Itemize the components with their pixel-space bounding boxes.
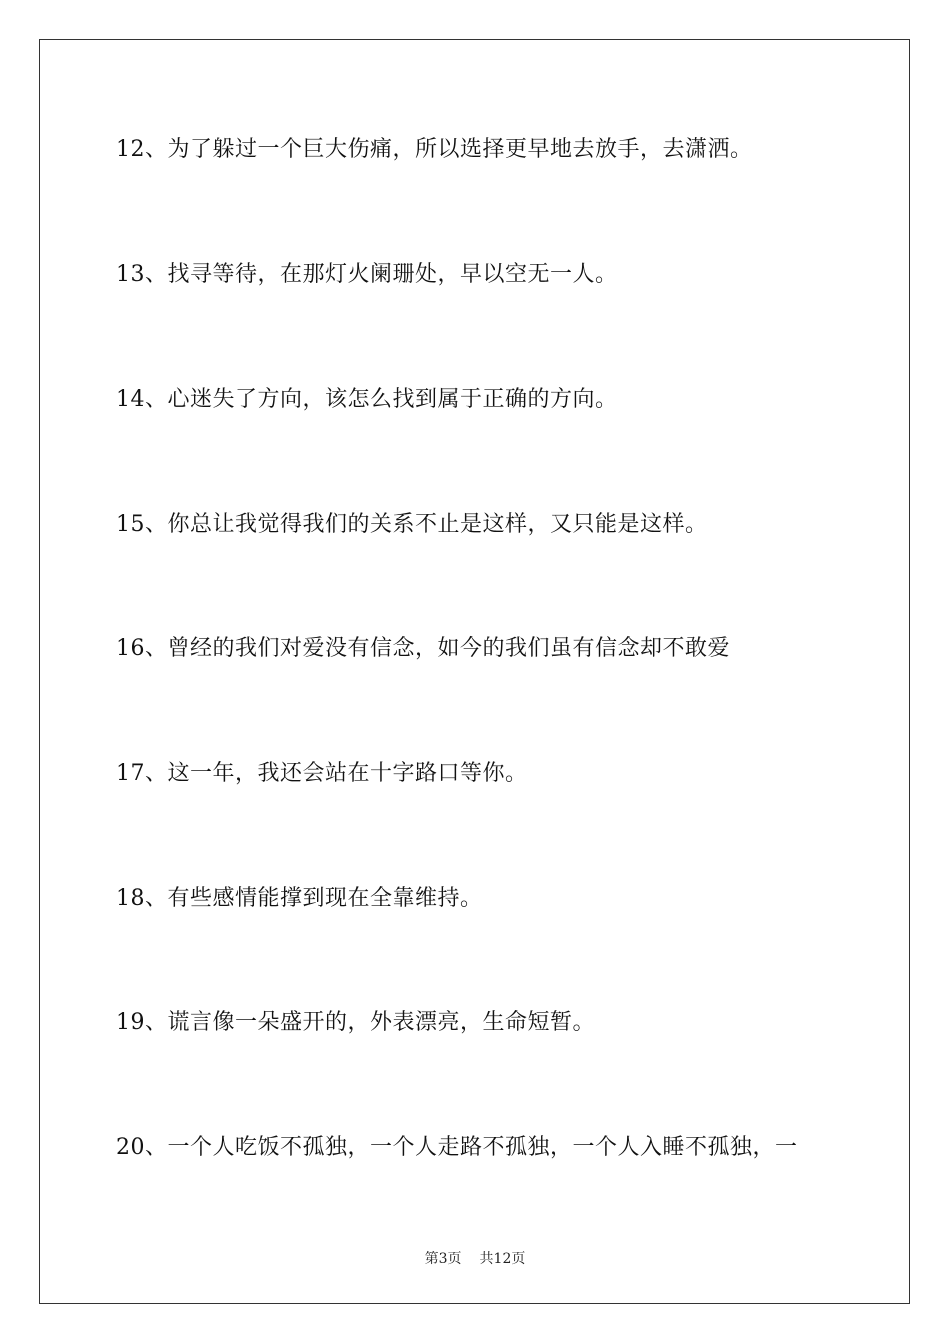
page-number: 第3页 [424, 1251, 462, 1267]
page-footer [0, 1248, 950, 1268]
text-line-18: 18、有些感情能撑到现在全靠维持。 [116, 886, 483, 911]
text-line-20: 20、一个人吃饭不孤独，一个人走路不孤独，一个人入睡不孤独，一 [116, 1135, 798, 1160]
text-line-14: 14、心迷失了方向，该怎么找到属于正确的方向。 [116, 387, 618, 412]
text-line-16: 16、曾经的我们对爱没有信念，如今的我们虽有信念却不敢爱 [116, 636, 730, 661]
text-line-13: 13、找寻等待，在那灯火阑珊处，早以空无一人。 [116, 262, 618, 287]
text-line-19: 19、谎言像一朵盛开的，外表漂亮，生命短暂。 [116, 1010, 595, 1035]
text-line-17: 17、这一年，我还会站在十字路口等你。 [116, 761, 528, 786]
text-line-12: 12、为了躲过一个巨大伤痛，所以选择更早地去放手，去潇洒。 [116, 137, 753, 162]
text-line-15: 15、你总让我觉得我们的关系不止是这样，又只能是这样。 [116, 512, 708, 537]
page-total: 共12页 [479, 1251, 526, 1267]
page-frame [39, 39, 910, 1304]
